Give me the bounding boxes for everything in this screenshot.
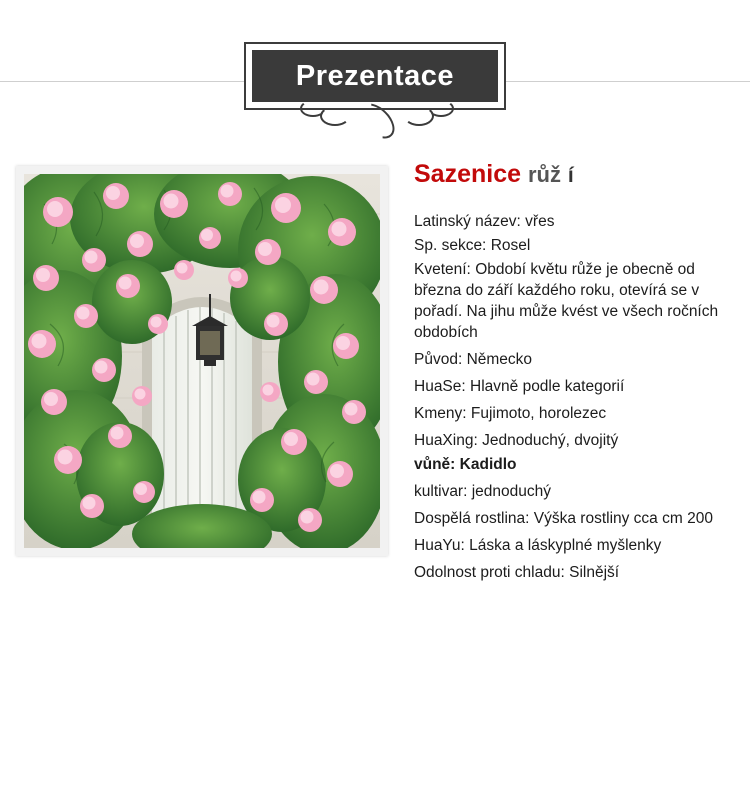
spec-label: HuaYu: [414,537,465,554]
spec-label: Dospělá rostlina: [414,510,530,527]
spec-label: Kmeny: [414,405,467,422]
spec-value: Jednoduchý, dvojitý [482,432,619,449]
spec-row-strains [414,403,744,424]
ribbon-curl-right-outer-icon [428,100,454,117]
spec-label: Odolnost proti chladu: [414,564,565,581]
spec-value: Hlavně podle kategorií [470,378,625,395]
product-photo [24,174,380,548]
product-title-main: Sazenice [414,160,522,188]
spec-value: Kadidlo [459,456,517,473]
spec-row-cold-resistance [414,562,744,583]
header-banner [0,34,750,139]
banner-title: Prezentace [295,59,455,92]
ribbon-inner-plate [252,50,498,102]
spec-label: HuaSe: [414,378,466,395]
spec-row-huaxing [414,430,744,451]
spec-label: Latinský název: [414,213,521,230]
spec-value: Fujimoto, horolezec [470,405,607,422]
spec-label: Původ: [414,351,463,368]
spec-value: vřes [525,213,555,230]
spec-row-cultivar [414,481,744,502]
spec-label: HuaXing: [414,432,478,449]
spec-row-huayu [414,535,744,556]
spec-value: Období květu růže je obecně od března do září každého roku, otevírá se v pořadí. Na jihu může kvést ve všech ročních obdobích [414,261,719,341]
spec-label: Kvetení: [414,261,471,278]
spec-row-fragrance [414,454,744,475]
spec-value: Silnější [569,564,620,581]
product-info-panel [414,160,744,589]
ribbon-decoration [244,34,506,128]
spec-row-huase [414,376,744,397]
product-title-sub2: í [567,164,574,187]
spec-row-latin-name [414,211,744,232]
spec-label: vůně: [414,456,456,473]
spec-value: jednoduchý [471,483,552,500]
spec-row-mature-plant [414,508,744,529]
spec-value: Výška rostliny cca cm 200 [533,510,713,527]
ribbon-curl-left-inner-icon [320,106,350,126]
product-title-sub: růž [527,162,561,187]
spec-value: Rosel [490,237,531,254]
spec-row-origin [414,349,744,370]
spec-row-section [414,235,744,256]
product-title [414,160,744,189]
spec-value: Německo [466,351,533,368]
spec-value: Láska a láskyplné myšlenky [469,537,662,554]
product-photo-frame [16,166,388,556]
spec-label: kultivar: [414,483,468,500]
spec-label: Sp. sekce: [414,237,487,254]
spec-row-flowering [414,259,744,343]
